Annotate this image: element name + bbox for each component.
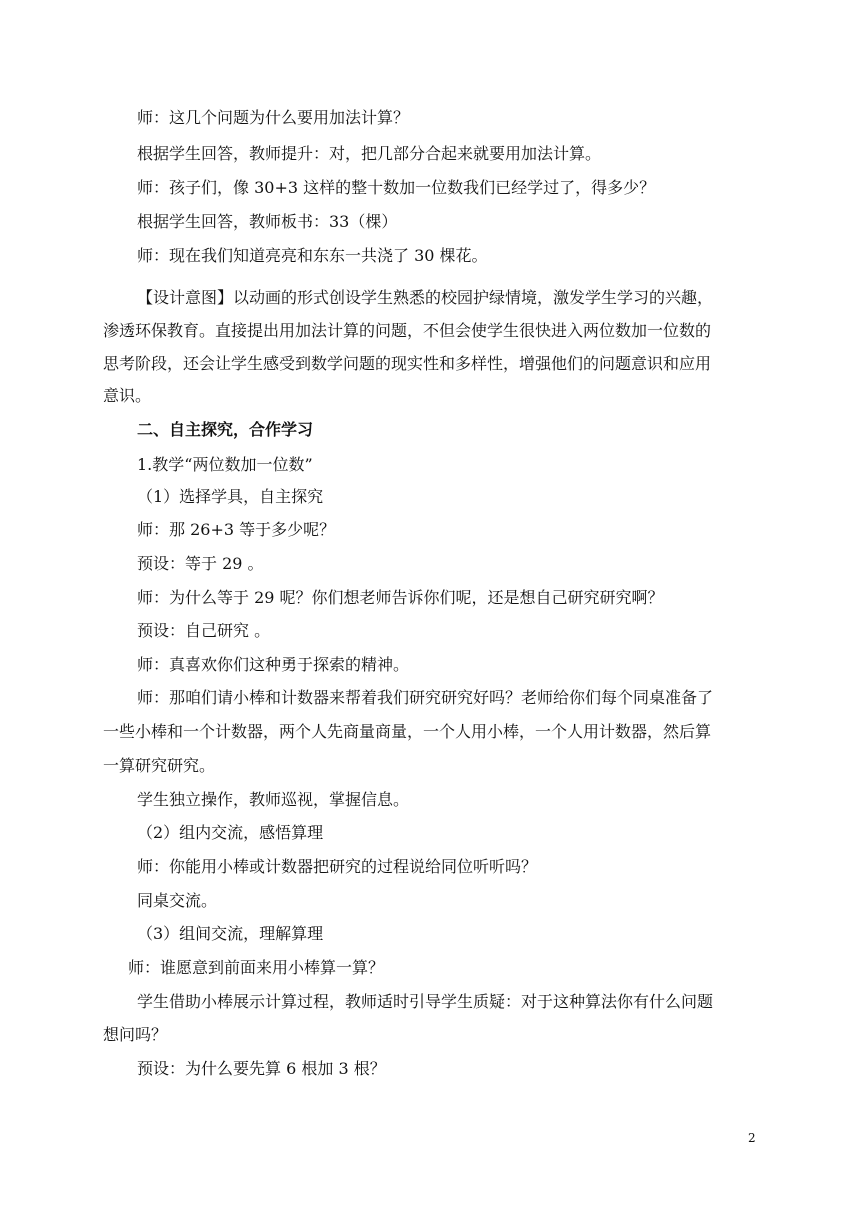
paragraph: 学生独立操作，教师巡视，掌握信息。 (137, 790, 410, 809)
paragraph: 根据学生回答，教师提升：对，把几部分合起来就要用加法计算。 (137, 144, 602, 163)
paragraph-line: 一算研究研究。 (103, 756, 216, 775)
paragraph: 师：谁愿意到前面来用小棒算一算？ (128, 958, 385, 977)
subheading: （2）组内交流，感悟算理 (137, 823, 324, 842)
paragraph: 预设：为什么要先算 6 根加 3 根？ (137, 1059, 386, 1078)
paragraph-line: 学生借助小棒展示计算过程，教师适时引导学生质疑：对于这种算法你有什么问题 (137, 992, 714, 1011)
subheading: （1）选择学具，自主探究 (137, 487, 324, 506)
design-intent-line: 【设计意图】以动画的形式创设学生熟悉的校园护绿情境，激发学生学习的兴趣， (137, 288, 714, 307)
paragraph-line: 师：那咱们请小棒和计数器来帮着我们研究研究好吗？老师给你们每个同桌准备了 (137, 688, 714, 707)
page-number: 2 (748, 1131, 756, 1145)
paragraph: 同桌交流。 (137, 891, 218, 910)
subheading: （3）组间交流，理解算理 (137, 924, 324, 943)
paragraph-line: 想问吗？ (103, 1025, 168, 1044)
paragraph: 师：你能用小棒或计数器把研究的过程说给同位听听吗？ (137, 857, 538, 876)
paragraph-line: 一些小棒和一个计数器，两个人先商量商量，一个人用小棒，一个人用计数器，然后算 (103, 722, 712, 741)
paragraph: 师：孩子们，像 30+3 这样的整十数加一位数我们已经学过了，得多少？ (137, 178, 656, 197)
section-heading: 二、自主探究，合作学习 (137, 420, 314, 439)
design-intent-line: 意识。 (103, 386, 152, 405)
paragraph: 师：现在我们知道亮亮和东东一共浇了 30 棵花。 (137, 246, 488, 265)
design-intent-line: 渗透环保教育。直接提出用加法计算的问题，不但会使学生很快进入两位数加一位数的 (103, 321, 712, 340)
subheading: 1.教学“两位数加一位数” (137, 455, 313, 474)
paragraph: 师：真喜欢你们这种勇于探索的精神。 (137, 655, 410, 674)
design-intent-line: 思考阶段，还会让学生感受到数学问题的现实性和多样性，增强他们的问题意识和应用 (103, 354, 712, 373)
paragraph: 预设：自己研究 。 (137, 621, 271, 640)
paragraph: 预设：等于 29 。 (137, 554, 264, 573)
paragraph: 根据学生回答，教师板书：33（棵） (137, 212, 398, 231)
paragraph: 师：为什么等于 29 呢？你们想老师告诉你们呢，还是想自己研究研究啊？ (137, 588, 664, 607)
paragraph: 师：那 26+3 等于多少呢？ (137, 520, 336, 539)
paragraph: 师：这几个问题为什么要用加法计算？ (137, 108, 410, 127)
